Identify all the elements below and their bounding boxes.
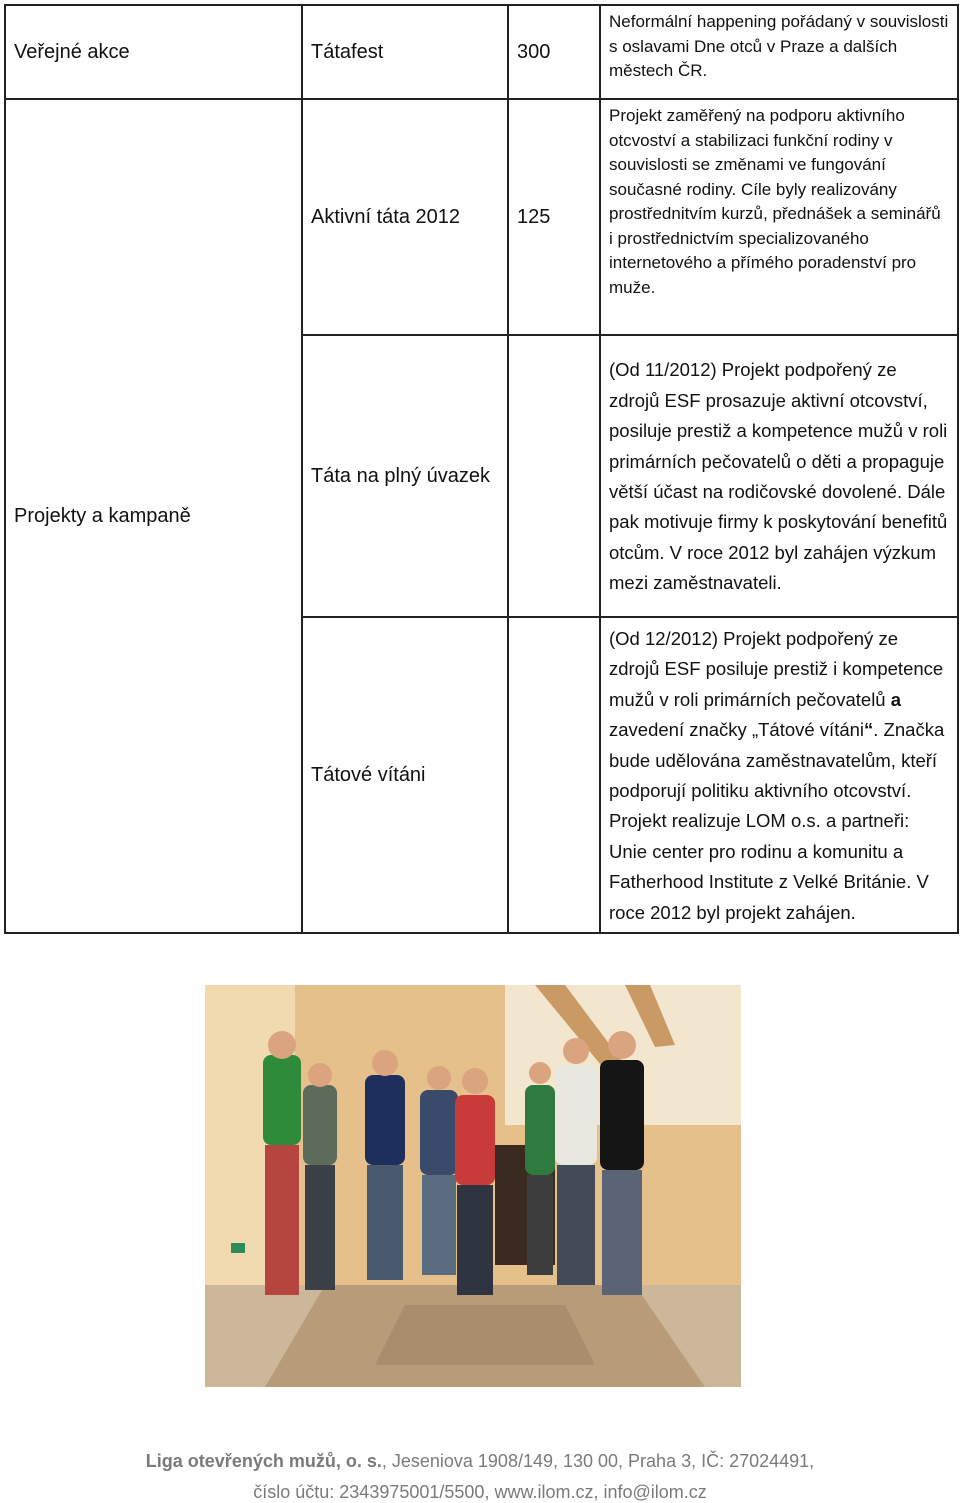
project-name-cell: Aktivní táta 2012 <box>302 99 508 335</box>
description-cell <box>600 617 958 933</box>
description-cell: Neformální happening pořádaný v souvislosti s oslavami Dne otců v Praze a dalších městech ČR. <box>600 5 958 99</box>
table-row <box>5 99 958 335</box>
description-text: . Značka bude udělována zaměstnavatelům, kteří podporují politiku aktivního otcovství. Projekt realizuje LOM o.s. a partneři: Unie center pro rodinu a komunitu a Fatherhood Institute z Velké Británie. V roce 2012 byl projekt zahájen. <box>609 719 945 923</box>
description-cell: Projekt zaměřený na podporu aktivního otcvoství a stabilizaci funkční rodiny v souvislosti se změnami ve fungování současné rodiny. Cíle byly realizovány prostřednitvím kurzů, přednášek a seminářů i prostřednictvím specializovaného internetového a přímého poradenství pro muže. <box>600 99 958 335</box>
footer-org-name: Liga otevřených mužů, o. s. <box>145 1451 382 1471</box>
description-text: zavedení značky „Tátové vítáni <box>609 719 865 741</box>
project-name-cell: Tátafest <box>302 5 508 99</box>
category-cell: Projekty a kampaně <box>5 99 302 933</box>
group-photo-illustration <box>205 985 741 1387</box>
count-cell <box>508 617 600 933</box>
description-text: (Od 12/2012) Projekt podpořený ze zdrojů ESF posiluje prestiž i kompetence mužů v roli primárních pečovatelů <box>609 628 944 710</box>
count-cell: 300 <box>508 5 600 99</box>
description-cell: (Od 11/2012) Projekt podpořený ze zdrojů ESF prosazuje aktivní otcovství, posiluje prestiž a kompetence mužů v roli primárních pečovatelů o děti a propaguje větší účast na rodičovské dovolené. Dále pak motivuje firmy k poskytování benefitů otcům. V roce 2012 byl zahájen výzkum mezi zaměstnavateli. <box>600 335 958 617</box>
footer-contact-line: číslo účtu: 2343975001/5500, www.ilom.cz, info@ilom.cz <box>253 1482 707 1502</box>
footer-address-line <box>0 1451 960 1472</box>
project-name-cell: Táta na plný úvazek <box>302 335 508 617</box>
table-row <box>5 5 958 99</box>
description-bold: “ <box>864 719 874 741</box>
description-bold: a <box>890 688 902 710</box>
projects-table <box>4 4 959 934</box>
count-cell: 125 <box>508 99 600 335</box>
category-cell: Veřejné akce <box>5 5 302 99</box>
group-photo <box>205 985 741 1387</box>
count-cell <box>508 335 600 617</box>
project-name-cell: Tátové vítáni <box>302 617 508 933</box>
footer-address: , Jeseniova 1908/149, 130 00, Praha 3, IČ: 27024491, <box>381 1451 815 1471</box>
